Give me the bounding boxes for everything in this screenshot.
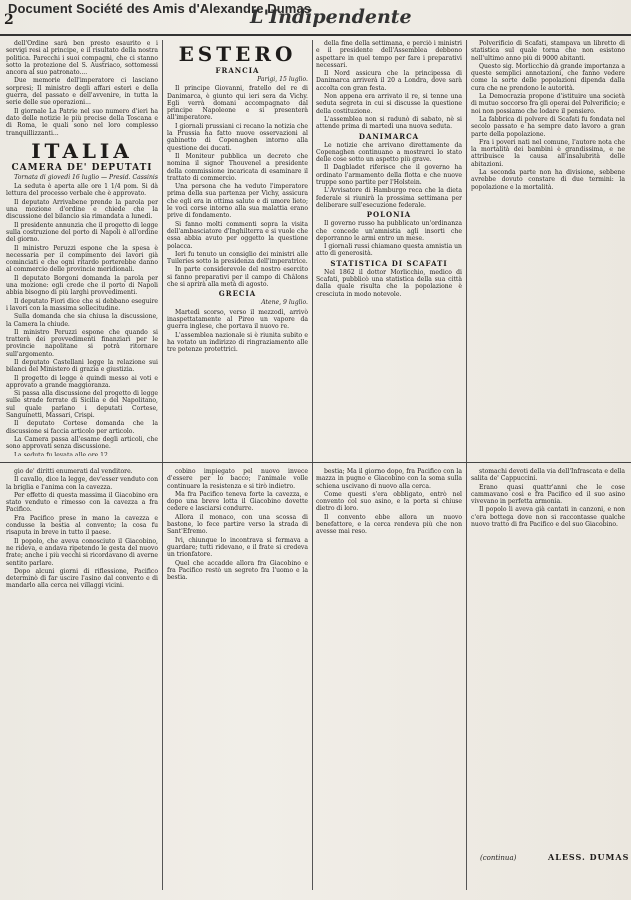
article-paragraph: Il Moniteur pubblica un decreto che nomina il signor Thouvenel a presidente della commissione incaricata di esaminare il trattato di commercio. bbox=[167, 152, 308, 182]
paper-title: L'Indipendente bbox=[250, 6, 412, 28]
feuilleton-paragraph: Erano quasi quattr'anni che le cose cammavano così e fra Pacifico ed il suo asino vivevano in perfetta armonia. bbox=[471, 483, 625, 506]
section-subheading: FRANCIA bbox=[215, 66, 260, 75]
article-paragraph: Il deputato Borgoni domanda la parola per una mozione: egli crede che il porto di Napoli abbia bisogno di più larghi provvedimenti. bbox=[6, 274, 158, 297]
article-paragraph: Il deputato Castellani legge la relazione sui bilanci del Ministero di grazia e giustizia. bbox=[6, 358, 158, 374]
article-paragraph: Polverificio di Scafati, stampava un libretto di statistica sul quale torna che non esistono nell'ultimo anno più di 9000 abitanti. bbox=[471, 40, 625, 62]
article-paragraph: Non appena era arrivato il re, si tenne una seduta segreta in cui si discusse la questione della costituzione. bbox=[316, 93, 462, 115]
article-paragraph: Il Dagbladet riferisce che il governo ha ordinato l'armamento della flotta e che nuove truppe sono partite per l'Holstein. bbox=[316, 164, 462, 187]
article-paragraph: Il progetto di legge è quindi messo ai voti e approvato a grande maggioranza. bbox=[6, 374, 158, 389]
article-paragraph: Le notizie che arrivano direttamente da Copenaghen continuano a mostrarci lo stato delle cose sotto un aspetto più grave. bbox=[316, 141, 462, 164]
article-paragraph: Il deputato Fiori dice che si debbano eseguire i lavori con la massima sollecitudine. bbox=[6, 297, 158, 312]
article-paragraph: I giornali prussiani ci recano la notizia che la Prussia ha fatto nuove osservazioni al gabinetto di Copenaghen intorno alla questione dei ducati. bbox=[167, 122, 308, 152]
column-scafati bbox=[471, 40, 625, 456]
feuilleton-paragraph: Il popolo, che aveva conosciuto il Giacobino, ne rideva, e andava ripetendo le gesta del nuovo frate; anche i più vecchi si ricordavano di averne sentito parlare. bbox=[6, 537, 158, 567]
article-paragraph: L'assemblea non si radunò di sabato, nè si attende prima di martedì una nuova seduta. bbox=[316, 115, 462, 131]
section-heading-estero: ESTERO bbox=[178, 42, 297, 66]
page-number: 2 bbox=[4, 12, 14, 28]
feuilleton-paragraph: Per effetto di questa massima il Giacobino era stato venduto e rimesso con la cavezza a fra Pacifico. bbox=[6, 491, 158, 514]
article-paragraph: La fabbrica di polvere di Scafati fu fondata nel secolo passato e ha sempre dato lavoro a gran parte della popolazione. bbox=[471, 115, 625, 138]
article-paragraph: In parte considerevole del nostro esercito si fanno preparativi per il campo di Châlons che si aprirà alla metà di agosto. bbox=[167, 266, 308, 289]
article-paragraph: L'assemblea nazionale si è riunita subito e ha votato un indirizzo di ringraziamento alle tre potenze protettrici. bbox=[167, 331, 308, 354]
article-paragraph: Questo sig. Morlicchio dà grande importanza a queste semplici annotazioni, che fanno vedere come la sorte delle popolazioni dipenda dalla cura che ne prendono le autorità. bbox=[471, 62, 625, 92]
dateline: Tornata di giovedì 16 luglio — Presid. Cassinis bbox=[14, 173, 158, 181]
article-paragraph: L'Avvisatore di Hamburgo reca che la dieta federale si riunirà la prossima settimana per deliberare sull'esecuzione federale. bbox=[316, 187, 462, 209]
article-paragraph: La seduta è aperta alle ore 1 1/4 pom. Si dà lettura del processo verbale che è approvato. bbox=[6, 183, 158, 198]
feuilleton-paragraph: Il popolo li aveva già cantati in canzoni, e non c'era bottega dove non si raccontasse qualche nuovo tratto di fra Pacifico e del suo Giacobino. bbox=[471, 506, 625, 529]
article-paragraph: Il ministro Peruzzi espone che la spesa è necessaria per il compimento dei lavori già cominciati e che ogni ritardo porterebbe danno al commercio delle provincie meridionali. bbox=[6, 244, 158, 274]
feuilleton-column-1 bbox=[6, 468, 158, 893]
article-paragraph: della fine della settimana, e perciò i ministri e il presidente dell'Assemblea debbono aspettare in quel tempo per fare i preparativi necessari. bbox=[316, 40, 462, 69]
feuilleton-paragraph: cobino impiegato pel nuovo invece d'essere per lo bacco; l'animale volle continuare la resistenza e si tirò indietro. bbox=[167, 468, 308, 490]
feuilleton-paragraph: Dopo alcuni giorni di riflessione, Pacifico determinò di far uscire l'asino dal convento e di mandarlo alla cerca nei villaggi vicini. bbox=[6, 567, 158, 590]
feuilleton-paragraph: Il cavallo, dice la legge, dev'esser venduto con la briglia e l'anima con la cavezza. bbox=[6, 476, 158, 491]
dateline: Parigi, 15 luglio. bbox=[257, 76, 308, 83]
feuilleton-paragraph: Ma fra Pacifico teneva forte la cavezza, e dopo una breve lotta il Giacobino dovette cedere e lasciarsi condurre. bbox=[167, 490, 308, 513]
feuilleton-column-2 bbox=[167, 468, 308, 893]
feuilleton-column-3 bbox=[316, 468, 462, 893]
article-paragraph: Il deputato Cortese domanda che la discussione si faccia articolo per articolo. bbox=[6, 420, 158, 435]
article-paragraph: La Camera passa all'esame degli articoli, che sono approvati senza discussione. bbox=[6, 435, 158, 451]
continued-label: (continua) bbox=[480, 854, 517, 862]
article-paragraph: Una persona che ha veduto l'imperatore prima della sua partenza per Vichy, assicura che egli era in ottima salute e di umore lieto; le voci corse intorno alla sua malattia erano prive di fondamento. bbox=[167, 183, 308, 220]
section-heading-italia: ITALIA bbox=[31, 138, 133, 163]
feuilleton-column-4 bbox=[471, 468, 625, 788]
article-paragraph: Il governo russo ha pubblicato un'ordinanza che concede un'amnistia agli insorti che deporranno le armi entro un mese. bbox=[316, 220, 462, 242]
article-paragraph: La seduta fu levata alle ore 12. bbox=[14, 451, 110, 456]
column-rule bbox=[466, 40, 467, 890]
watermark: Document Société des Amis d'Alexandre Dumas bbox=[8, 1, 312, 16]
feuilleton-paragraph: Fra Pacifico prese in mano la cavezza e condusse la bestia al convento; la cosa fu risaputa in breve in tutto il paese. bbox=[6, 514, 158, 537]
section-subheading: POLONIA bbox=[366, 210, 412, 220]
article-paragraph: Sulla domanda che sia chiusa la discussione, la Camera la chiude. bbox=[6, 313, 158, 328]
feuilleton-paragraph: Il convento ebbe allora un nuovo benefattore, e la cerca rendeva più che non avesse mai reso. bbox=[316, 513, 462, 536]
feuilleton-paragraph: bestia; Ma il giorno dopo, fra Pacifico con la mazza in pugno e Giacobino con la soma sulla schiena uscivano di nuovo alla cerca. bbox=[316, 468, 462, 490]
column-estero bbox=[167, 40, 308, 456]
feuilleton-paragraph: Quel che accadde allora fra Giacobino e fra Pacifico restò un segreto fra l'uomo e la bestia. bbox=[167, 559, 308, 582]
feuilleton-paragraph: gio de' diritti enumerati dal venditore. bbox=[14, 468, 133, 475]
column-danimarca bbox=[316, 40, 462, 456]
article-paragraph: La seconda parte non ha divisione, sebbene avrebbe dovuto constare di due termini: la popolazione e la mortalità. bbox=[471, 169, 625, 191]
article-paragraph: I giornali russi chiamano questa amnistia un atto di generosità. bbox=[316, 243, 462, 258]
article-paragraph: Il deputato Arrivabene prende la parola per una mozione d'ordine e chiede che la discussione del bilancio sia rimandata a lunedì. bbox=[6, 198, 158, 221]
article-paragraph: Il principe Giovanni, fratello del re di Danimarca, è giunto qui ieri sera da Vichy. Egli verrà domani accompagnato dal principe Napoleone e si presenterà all'imperatore. bbox=[167, 85, 308, 122]
feuilleton-paragraph: Ivi, chiunque lo incontrava si fermava a guardare; tutti ridevano, e il frate si credeva un trionfatore. bbox=[167, 536, 308, 559]
feuilleton-paragraph: Allora il monaco, con una scossa di bastone, lo fece partire verso la strada di Sant'Efremo. bbox=[167, 513, 308, 536]
article-paragraph: Il ministro Peruzzi espone che quando si tratterà dei provvedimenti finanziari per le provincie napolitane si potrà ritornare sull'argomento. bbox=[6, 328, 158, 358]
article-paragraph: Il Nord assicura che la principessa di Danimarca arriverà il 20 a Londra, dove sarà accolta con gran festa. bbox=[316, 70, 462, 92]
article-paragraph: dell'Ordine sarà ben presto esaurito e i servigi resi al principe, e il risultato della nostra politica. Parecchi i suoi compagni, che ci stanno sotto la protezione del S. Austriaco, sottomessi ancora al suo patronato.... bbox=[6, 40, 158, 77]
author-signature: ALESS. DUMAS bbox=[548, 852, 630, 862]
feuilleton-paragraph: Come questi s'era obbligato, entrò nel convento col suo asino, e la porta si chiuse dietro di loro. bbox=[316, 490, 462, 513]
column-rule bbox=[312, 40, 313, 890]
feuilleton-rule bbox=[0, 462, 631, 463]
article-paragraph: Martedì scorso, verso il mezzodì, arrivò inaspettatamente al Pireo un vapore da guerra inglese, che portava il nuovo re. bbox=[167, 308, 308, 331]
section-subheading: CAMERA DE' DEPUTATI bbox=[11, 162, 153, 173]
feuilleton-paragraph: stomachi devoti della via dell'Infrascata e della salita de' Cappuccini. bbox=[471, 468, 625, 483]
article-paragraph: La Democrazia propone d'istituire una società di mutuo soccorso fra gli operai del Polverificio; e noi non possiamo che lodare il pensiero. bbox=[471, 93, 625, 115]
article-paragraph: Fra i poveri nati nel comune, l'autore nota che la mortalità dei bambini è grandissima, e ne attribuisce la causa all'insalubrità delle abitazioni. bbox=[471, 138, 625, 168]
article-paragraph: Il presidente annunzia che il progetto di legge sulla costruzione del porto di Napoli è all'ordine del giorno. bbox=[6, 221, 158, 244]
article-paragraph: Ieri fu tenuto un consiglio dei ministri alle Tuileries sotto la presidenza dell'imperatrice. bbox=[167, 250, 308, 266]
section-subheading: DANIMARCA bbox=[358, 131, 420, 141]
article-paragraph: Si fanno molti commenti sopra la visita dell'ambasciatore d'Inghilterra e si vuole che essa abbia avuto per oggetto la questione polacca. bbox=[167, 220, 308, 250]
dateline: Atene, 9 luglio. bbox=[261, 299, 308, 307]
article-paragraph: Nel 1862 il dottor Morlicchio, medico di Scafati, pubblicò una statistica della sua città dalla quale risulta che la popolazione è cresciuta in modo notevole. bbox=[316, 268, 462, 298]
article-paragraph: Si passa alla discussione del progetto di legge sulle strade ferrate di Sicilia e del Napolitano, sul quale parlano i deputati Cortese, Sanguinetti, Massari, Crispi. bbox=[6, 390, 158, 420]
article-paragraph: Due memorie dell'imperatore ci lasciano sorpresi; Il ministro degli affari esteri e della guerra, del passato e dell'avvenire, in tutta la serie delle sue operazioni... bbox=[6, 77, 158, 107]
column-italia bbox=[6, 40, 158, 456]
article-paragraph: Il giornale La Patrie nel suo numero d'ieri ha dato delle notizie le più precise della Toscana e di Roma, le quali sono nel loro complesso tranquillizzanti... bbox=[6, 107, 158, 137]
column-rule bbox=[162, 40, 163, 890]
section-subheading: STATISTICA DI SCAFATI bbox=[330, 258, 448, 268]
section-subheading: GRECIA bbox=[218, 289, 257, 299]
